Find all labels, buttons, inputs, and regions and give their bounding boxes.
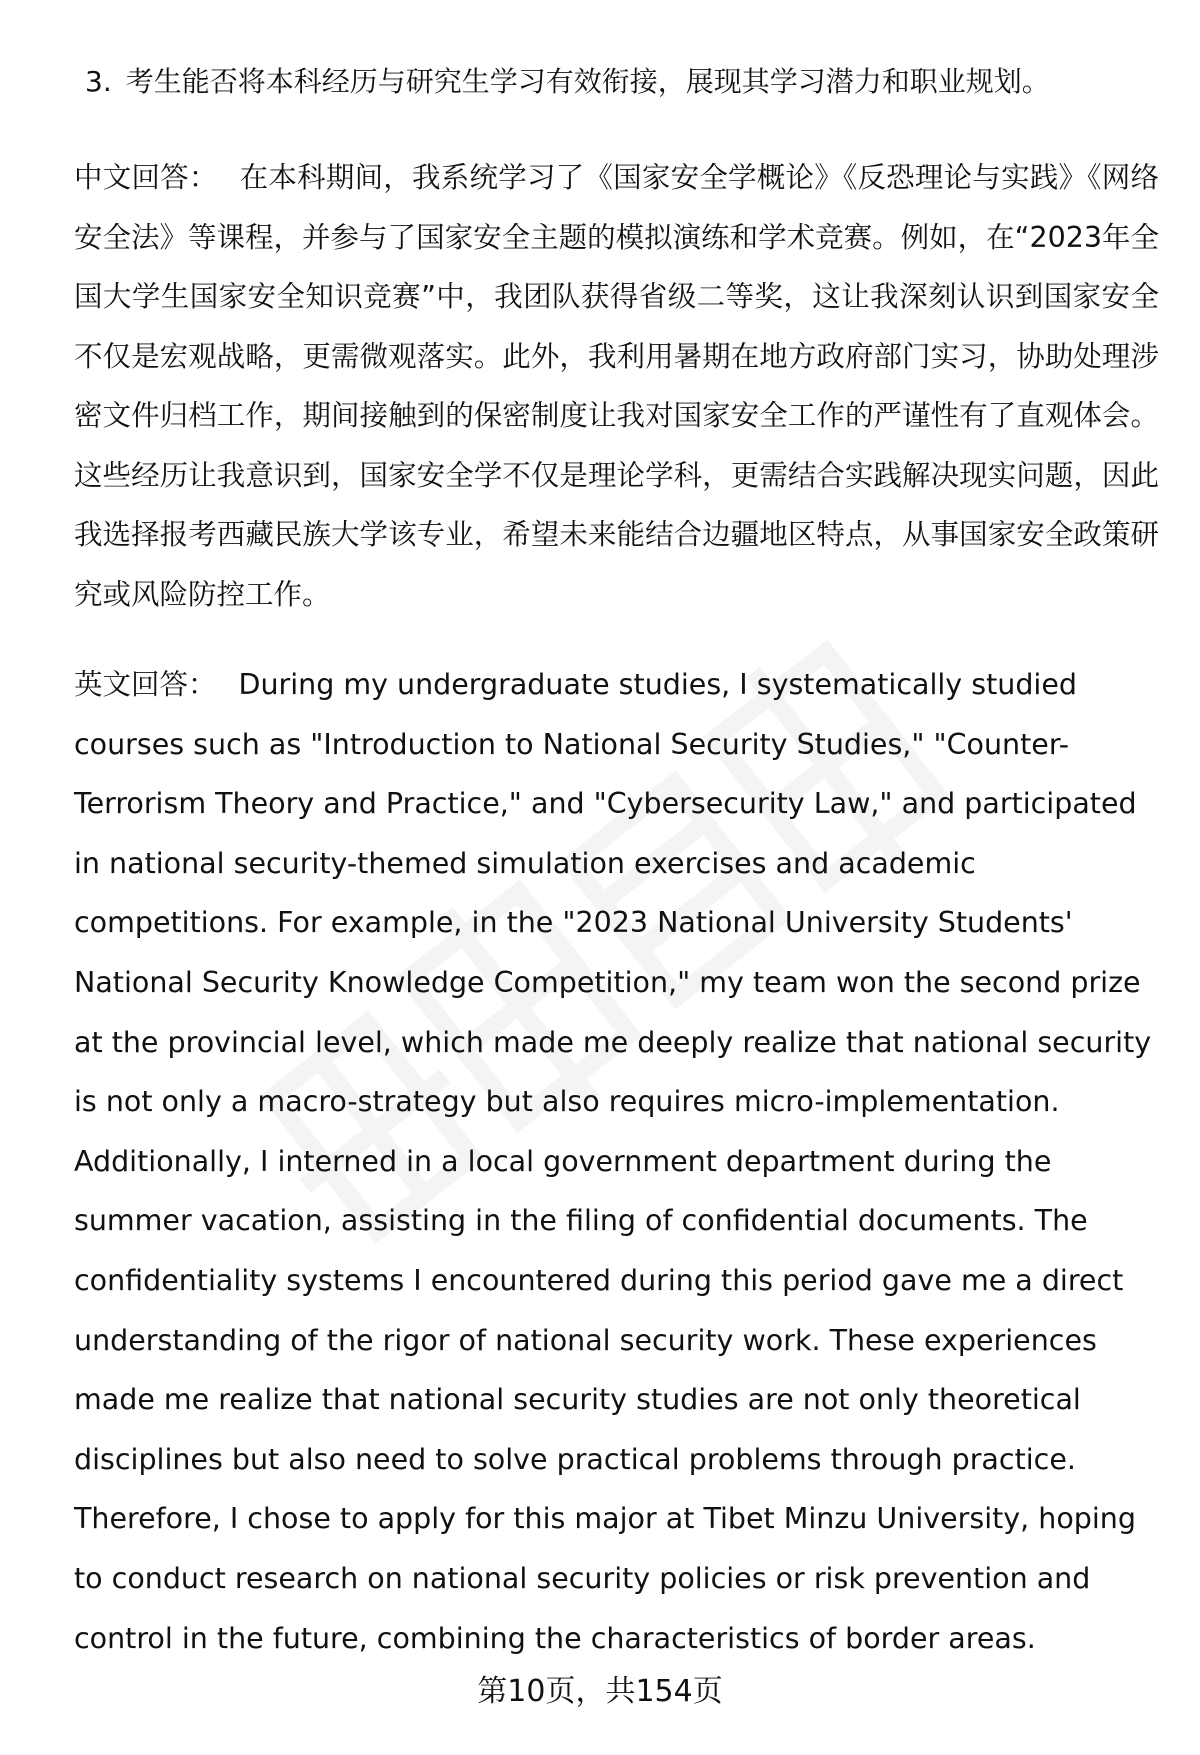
question-item: [85, 62, 1145, 102]
english-answer-label: 英文回答：: [74, 668, 217, 701]
chinese-answer-label: 中文回答：: [74, 161, 218, 194]
chinese-answer-text: 在本科期间，我系统学习了《国家安全学概论》《反恐理论与实践》《网络安全法》等课程，并参与了国家安全主题的模拟演练和学术竞赛。例如，在“2023年全国大学生国家安全知识竞赛”中，我团队获得省级二等奖，这让我深刻认识到国家安全不仅是宏观战略，更需微观落实。此外，我利用暑期在地方政府部门实习，协助处理涉密文件归档工作，期间接触到的保密制度让我对国家安全工作的严谨性有了直观体会。这些经历让我意识到，国家安全学不仅是理论学科，更需结合实践解决现实问题，因此我选择报考西藏民族大学该专业，希望未来能结合边疆地区特点，从事国家安全政策研究或风险防控工作。: [74, 161, 1159, 611]
english-answer-section: [74, 655, 1159, 1668]
question-number: 3.: [85, 65, 112, 98]
english-answer-text: During my undergraduate studies, I systematically studied courses such as "Introduction to National Security Studies," "Counter-Terrorism Theory and Practice," and "Cybersecurity Law," and participated in national security-themed simulation exercises and academic competitions. For example, in the "2023 National University Students' National Security Knowledge Competition," my team won the second prize at the provincial level, which made me deeply realize that national security is not only a macro-strategy but also requires micro-implementation. Additionally, I interned in a local government department during the summer vacation, assisting in the filing of confidential documents. The confidentiality systems I encountered during this period gave me a direct understanding of the rigor of national security work. These experiences made me realize that national security studies are not only theoretical disciplines but also need to solve practical problems through practice. Therefore, I chose to apply for this major at Tibet Minzu University, hoping to conduct research on national security policies or risk prevention and control in the future, combining the characteristics of border areas.: [74, 668, 1152, 1655]
page-footer: 第10页，共154页: [477, 1674, 723, 1709]
chinese-answer-section: [74, 148, 1159, 624]
question-text: 考生能否将本科经历与研究生学习有效衔接，展现其学习潜力和职业规划。: [125, 65, 1050, 98]
